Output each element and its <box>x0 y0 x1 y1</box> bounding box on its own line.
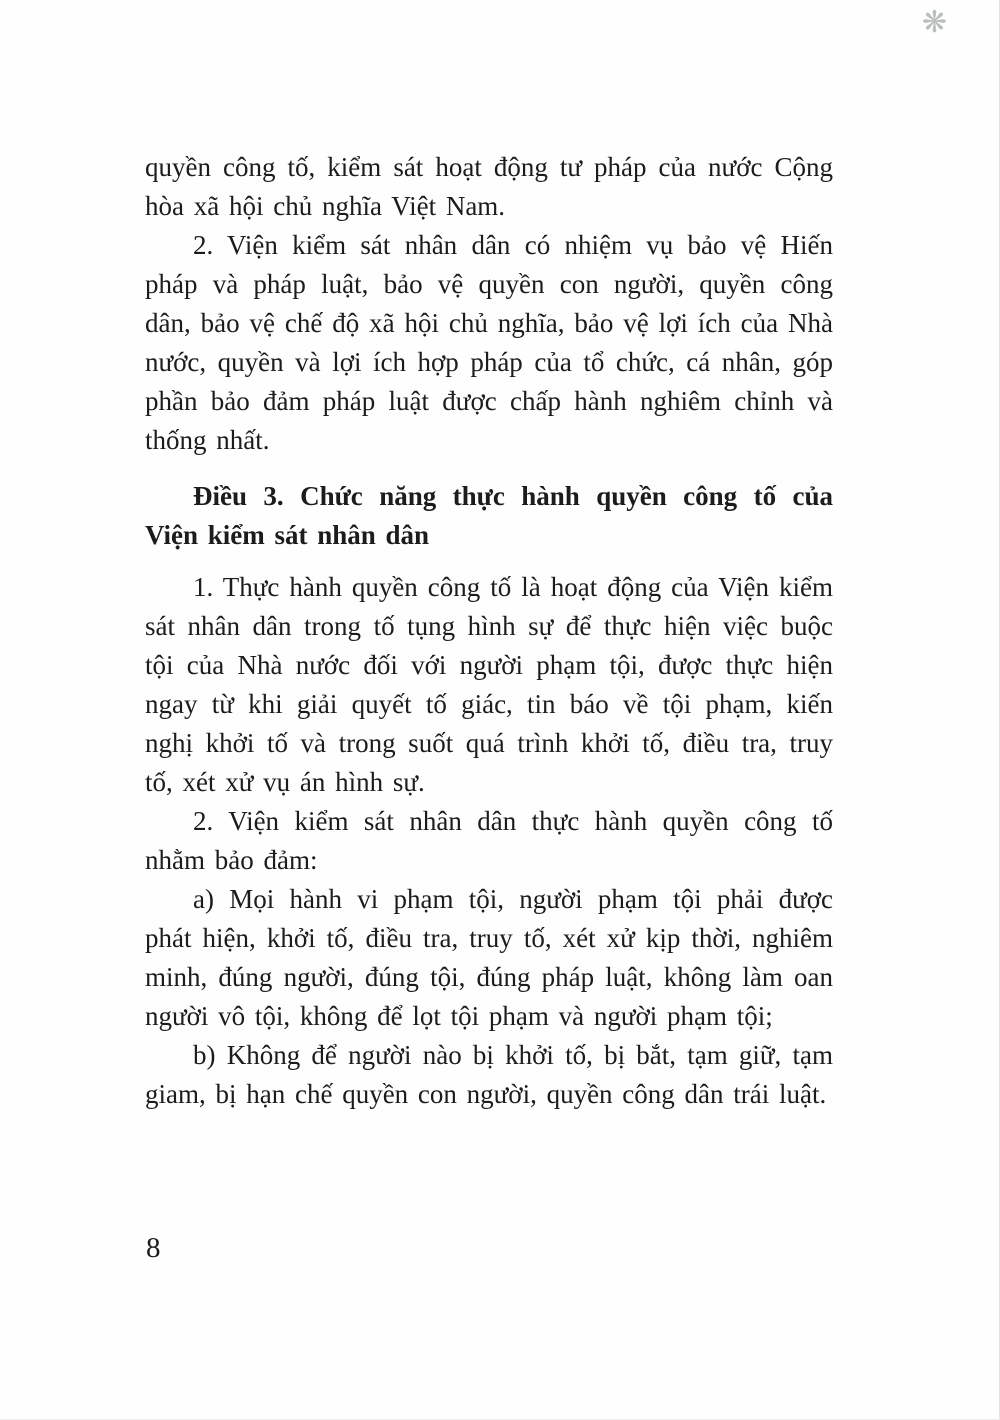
flower-icon: ❋ <box>921 6 947 39</box>
paragraph-point-b: b) Không để người nào bị khởi tố, bị bắt, tạm giữ, tạm giam, bị hạn chế quyền con người, quyền công dân trái luật. <box>145 1040 833 1109</box>
page-text-block <box>145 148 833 1114</box>
paragraph-clause-1: 1. Thực hành quyền công tố là hoạt động của Viện kiểm sát nhân dân trong tố tụng hình sự để thực hiện việc buộc tội của Nhà nước đối với người phạm tội, được thực hiện ngay từ khi giải quyết tố giác, tin báo về tội phạm, kiến nghị khởi tố và trong suốt quá trình khởi tố, điều tra, truy tố, xét xử vụ án hình sự. <box>145 572 833 797</box>
paragraph-point-a: a) Mọi hành vi phạm tội, người phạm tội phải được phát hiện, khởi tố, điều tra, truy tố, xét xử kịp thời, nghiêm minh, đúng người, đúng tội, đúng pháp luật, không làm oan người vô tội, không để lọt tội phạm và người phạm tội; <box>145 884 833 1031</box>
paragraph-continuation: quyền công tố, kiểm sát hoạt động tư pháp của nước Cộng hòa xã hội chủ nghĩa Việt Nam. <box>145 152 833 221</box>
paragraph-clause-2-intro: 2. Viện kiểm sát nhân dân thực hành quyền công tố nhằm bảo đảm: <box>145 806 833 875</box>
page-number: 8 <box>146 1232 161 1264</box>
paragraph-clause-2: 2. Viện kiểm sát nhân dân có nhiệm vụ bảo vệ Hiến pháp và pháp luật, bảo vệ quyền con người, quyền công dân, bảo vệ chế độ xã hội chủ nghĩa, bảo vệ lợi ích của Nhà nước, quyền và lợi ích hợp pháp của tổ chức, cá nhân, góp phần bảo đảm pháp luật được chấp hành nghiêm chỉnh và thống nhất. <box>145 230 833 455</box>
article-heading: Điều 3. Chức năng thực hành quyền công tố của Viện kiểm sát nhân dân <box>145 481 833 550</box>
